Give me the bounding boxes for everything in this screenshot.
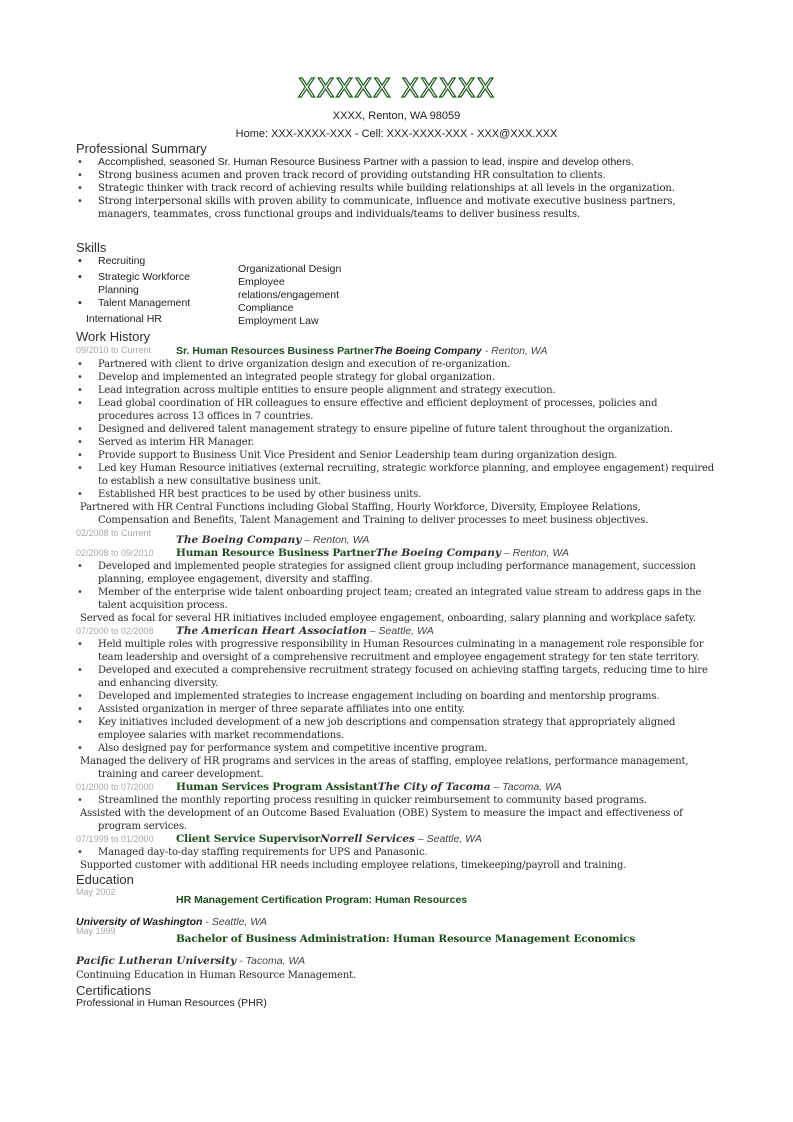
edu2-date: May 1999	[76, 926, 116, 936]
job4-header	[176, 781, 562, 794]
job1-dates: 09/2010 to Current	[76, 345, 152, 355]
list-item: • Strategic thinker with track record of achieving results while building relationships at all levels in the organization.	[76, 182, 716, 195]
list-item-continued	[76, 208, 716, 221]
list-item: • Lead integration across multiple entities to ensure people alignment and strategy execution.	[76, 384, 716, 397]
list-item-text: employee salaries with market recommendations.	[98, 730, 345, 741]
list-item-continued	[76, 475, 716, 488]
job2a-company: The Boeing Company	[176, 534, 302, 546]
job4-title: Human Services Program Assistant	[176, 781, 378, 793]
certifications-heading: Certifications	[76, 983, 152, 998]
job1-header	[176, 345, 548, 358]
list-item-continued	[76, 410, 716, 423]
job2-title: Human Resource Business Partner	[176, 547, 376, 559]
skill-item: International HR	[86, 313, 162, 325]
job5-company: Norrell Services	[320, 833, 415, 845]
job5-dates: 07/1999 to 01/2000	[76, 834, 154, 844]
list-item: • Streamlined the monthly reporting process resulting in quicker reimbursement to community based programs.	[76, 794, 716, 807]
skill-item-cont: relations/engagement	[238, 289, 339, 301]
job5-list	[76, 846, 716, 859]
edu1-school: University of Washington	[76, 916, 203, 928]
list-item-text: and enhancing diversity.	[98, 678, 219, 689]
job2-location: – Renton, WA	[500, 547, 570, 559]
list-item-continued	[76, 677, 716, 690]
skills-right-column	[238, 263, 378, 328]
job2-header	[176, 547, 569, 560]
job3-location: – Seattle, WA	[366, 625, 434, 637]
paragraph-line: training and career development.	[98, 769, 264, 780]
list-item-continued	[76, 729, 716, 742]
list-item-text: talent acquisition process.	[98, 600, 228, 611]
list-item: • Developed and implemented people strategies for assigned client group including performance management, succession	[76, 560, 716, 573]
list-item: • Led key Human Resource initiatives (external recruiting, strategic workforce planning, and employee engagement) required	[76, 462, 716, 475]
list-item: • Held multiple roles with progressive responsibility in Human Resources culminating in a management role responsible for	[76, 638, 716, 651]
skills-heading: Skills	[76, 240, 107, 255]
job4-dates: 01/2000 to 07/2000	[76, 782, 154, 792]
list-item: • Strong business acumen and proven track record of providing outstanding HR consultation to clients.	[76, 169, 716, 182]
summary-list	[76, 156, 716, 221]
job3-company: The American Heart Association	[176, 625, 367, 637]
list-item: • Managed day-to-day staffing requirements for UPS and Panasonic.	[76, 846, 716, 859]
job4-company: The City of Tacoma	[377, 781, 491, 793]
list-item: • Lead global coordination of HR colleagues to ensure effective and efficient deployment of processes, policies and	[76, 397, 716, 410]
job4-location: – Tacoma, WA	[490, 781, 562, 793]
list-item: • Served as interim HR Manager.	[76, 436, 716, 449]
skill-item: Organizational Design	[238, 263, 342, 275]
job2a-dates: 02/2008 to Current	[76, 528, 152, 538]
education-heading: Education	[76, 872, 134, 887]
edu2-degree: Bachelor of Business Administration: Human Resource Management Economics	[176, 933, 636, 945]
job2a-location: – Renton, WA	[301, 534, 370, 546]
job5-title: Client Service Supervisor	[176, 833, 321, 845]
job2-company: The Boeing Company	[375, 547, 501, 559]
work-heading: Work History	[76, 329, 151, 344]
job3-header	[176, 625, 434, 638]
list-item-text: planning, employee engagement, diversity and staffing.	[98, 574, 373, 585]
job1-paragraph	[80, 501, 720, 527]
education-note: Continuing Education in Human Resource Management.	[76, 970, 357, 981]
job1-title: Sr. Human Resources Business Partner	[176, 345, 374, 357]
skill-item: • Talent Management	[76, 297, 216, 310]
certification-item: Professional in Human Resources (PHR)	[76, 997, 267, 1009]
job5-location: – Seattle, WA	[414, 833, 482, 845]
edu2-school-line	[76, 951, 305, 969]
job1-company: The Boeing Company	[373, 345, 482, 357]
skill-item: Employee	[238, 276, 285, 288]
skill-item: Employment Law	[238, 315, 319, 327]
job1-location: - Renton, WA	[481, 345, 548, 357]
list-item-continued	[76, 599, 716, 612]
list-item: • Develop and implemented an integrated people strategy for global organization.	[76, 371, 716, 384]
list-item: • Accomplished, seasoned Sr. Human Resource Business Partner with a passion to lead, inspire and develop others.	[76, 156, 716, 169]
job3-paragraph	[80, 755, 720, 781]
job2-paragraph: Served as focal for several HR initiatives included employee engagement, onboarding, salary planning and workplace safety.	[80, 613, 696, 624]
list-item-text: managers, teammates, cross functional groups and individuals/teams to deliver business results.	[98, 209, 581, 220]
job2-dates: 02/2008 to 09/2010	[76, 548, 154, 558]
edu2-school: Pacific Lutheran University	[76, 955, 237, 967]
edu1-program: HR Management Certification Program: Human Resources	[176, 894, 468, 906]
job5-header	[176, 833, 482, 846]
paragraph-line: Managed the delivery of HR programs and services in the areas of staffing, employee relations, performance management,	[80, 756, 689, 767]
list-item-text: procedures across 13 offices in 7 countries.	[98, 411, 314, 422]
job4-list	[76, 794, 716, 807]
job2a-header	[176, 534, 369, 547]
list-item: • Partnered with client to drive organization design and execution of re-organization.	[76, 358, 716, 371]
job4-paragraph	[80, 807, 720, 833]
paragraph-line: Partnered with HR Central Functions including Global Staffing, Hourly Workforce, Diversity, Employee Relations,	[80, 502, 641, 513]
contact-line: Home: XXX-XXXX-XXX - Cell: XXX-XXXX-XXX - XXX@XXX.XXX	[235, 128, 558, 140]
paragraph-line: Compensation and Benefits, Talent Management and Training to deliver processes to meet business objectives.	[98, 515, 649, 526]
job1-list	[76, 358, 716, 501]
list-item: • Established HR best practices to be used by other business units.	[76, 488, 716, 501]
job5-paragraph: Supported customer with additional HR needs including employee relations, timekeeping/payroll and training.	[80, 860, 627, 871]
list-item: • Member of the enterprise wide talent onboarding project team; created an integrated value stream to address gaps in the	[76, 586, 716, 599]
edu2-location: - Tacoma, WA	[236, 955, 306, 967]
list-item: • Key initiatives included development of a new job descriptions and compensation strategy that appropriately aligned	[76, 716, 716, 729]
job2-list	[76, 560, 716, 612]
list-item: • Provide support to Business Unit Vice President and Senior Leadership team during organization design.	[76, 449, 716, 462]
paragraph-line: Assisted with the development of an Outcome Based Evaluation (OBE) System to measure the impact and effectiveness of	[80, 808, 683, 819]
skills-left-column	[76, 255, 216, 326]
list-item: • Also designed pay for performance system and competitive incentive program.	[76, 742, 716, 755]
edu1-date: May 2002	[76, 887, 116, 897]
list-item: • Developed and implemented strategies to increase engagement including on boarding and mentorship programs.	[76, 690, 716, 703]
skill-item: Compliance	[238, 302, 294, 314]
list-item: • Developed and executed a comprehensive recruitment strategy focused on achieving staffing targets, reducing time to hire	[76, 664, 716, 677]
address-line: XXXX, Renton, WA 98059	[332, 110, 461, 122]
list-item: • Strong interpersonal skills with proven ability to communicate, influence and motivate executive business partners,	[76, 195, 716, 208]
job3-dates: 07/2000 to 02/2008	[76, 626, 154, 636]
skill-item: • Strategic Workforce	[76, 271, 216, 284]
candidate-name: XXXXX XXXXX	[297, 74, 496, 104]
list-item: • Designed and delivered talent management strategy to ensure pipeline of future talent throughout the organization.	[76, 423, 716, 436]
list-item-text: to establish a new consultative business unit.	[98, 476, 322, 487]
list-item-continued	[76, 573, 716, 586]
skill-item-cont: Planning	[98, 284, 139, 296]
list-item-text: team leadership and oversight of a comprehensive recruitment and employee engagement strategy for ten state territory.	[98, 652, 700, 663]
edu1-location: - Seattle, WA	[202, 916, 267, 928]
summary-heading: Professional Summary	[76, 141, 207, 156]
skill-item: • Recruiting	[76, 255, 216, 268]
paragraph-line: program services.	[98, 821, 187, 832]
list-item: • Assisted organization in merger of three separate affiliates into one entity.	[76, 703, 716, 716]
job3-list	[76, 638, 716, 755]
list-item-continued	[76, 651, 716, 664]
